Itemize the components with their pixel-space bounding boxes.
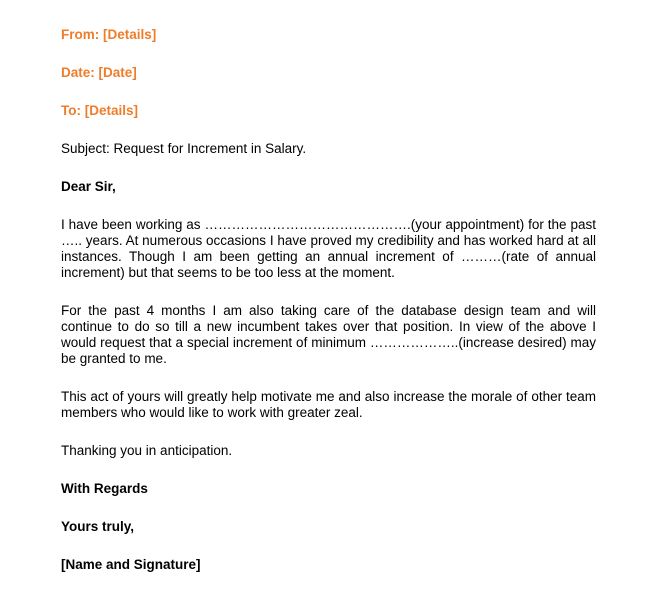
body-paragraph-4: Thanking you in anticipation.: [61, 443, 233, 458]
to-line: To: [Details]: [61, 103, 138, 118]
closing: With Regards: [61, 481, 148, 496]
signature-line: [Name and Signature]: [61, 557, 201, 572]
signoff: Yours truly,: [61, 519, 135, 534]
body-paragraph-3: This act of yours will greatly help motivate me and also increase the morale of other team members who would like to work with greater zeal.: [61, 389, 596, 420]
salutation: Dear Sir,: [61, 179, 116, 194]
subject-line: Subject: Request for Increment in Salary.: [61, 141, 307, 156]
body-paragraph-1: I have been working as ……………………………………….(your appointment) for the past ….. years. At numerous occasions I have proved my credibility and has worked hard at all instances. Though I am been getting an annual increment of ………(rate of annual increment) but that seems to be too less at the moment.: [61, 217, 596, 280]
body-paragraph-2: For the past 4 months I am also taking care of the database design team and will continue to do so till a new incumbent takes over that position. In view of the above I would request that a special increment of minimum ………………..(increase desired) may be granted to me.: [61, 303, 596, 366]
date-line: Date: [Date]: [61, 65, 137, 80]
from-line: From: [Details]: [61, 27, 157, 42]
